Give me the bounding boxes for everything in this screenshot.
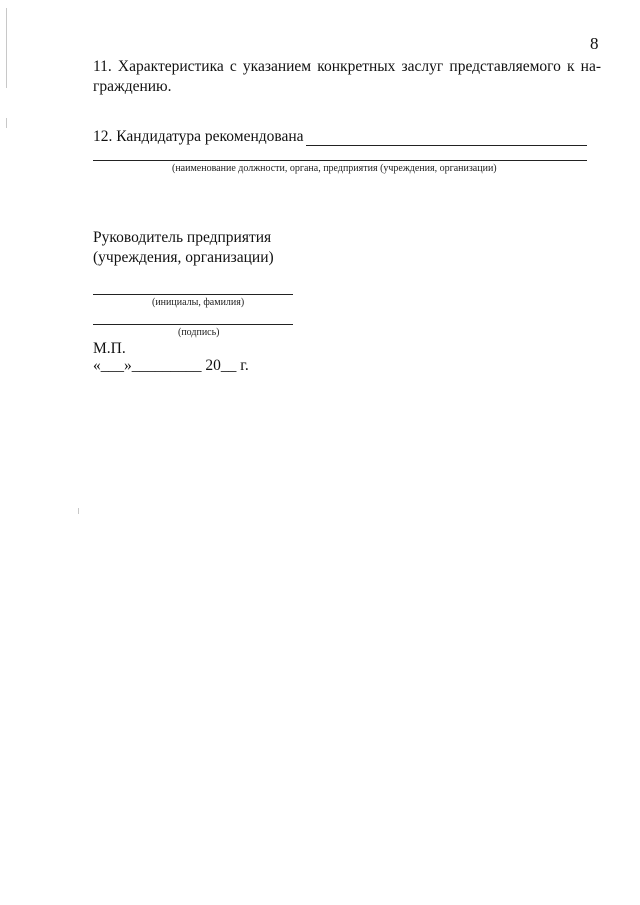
- initials-caption: (инициалы, фамилия): [152, 297, 245, 308]
- scan-artifact-mark: [6, 8, 7, 88]
- item-11-text: 11. Характеристика с указанием конкретных заслуг представляемого к на-граждению.: [93, 58, 601, 95]
- signature-line: [93, 324, 293, 325]
- head-title-line-2: (учреждения, организации): [93, 249, 274, 266]
- signature-caption: (подпись): [178, 327, 220, 338]
- item-12-caption: (наименование должности, органа, предприятия (учреждения, организации): [172, 163, 497, 174]
- page-number: 8: [590, 34, 599, 53]
- item-12-label: 12. Кандидатура рекомендована: [93, 128, 304, 145]
- stamp-label: М.П.: [93, 340, 126, 357]
- head-title-line-1: Руководитель предприятия: [93, 229, 272, 246]
- date-field: «___»_________ 20__ г.: [93, 357, 249, 374]
- scan-artifact-mark: [6, 118, 7, 128]
- head-signature-title: [93, 228, 274, 268]
- initials-line: [93, 294, 293, 295]
- scan-artifact-mark: [78, 508, 79, 514]
- item-12-fill-line: [306, 145, 587, 146]
- item-12-second-line: [93, 160, 587, 161]
